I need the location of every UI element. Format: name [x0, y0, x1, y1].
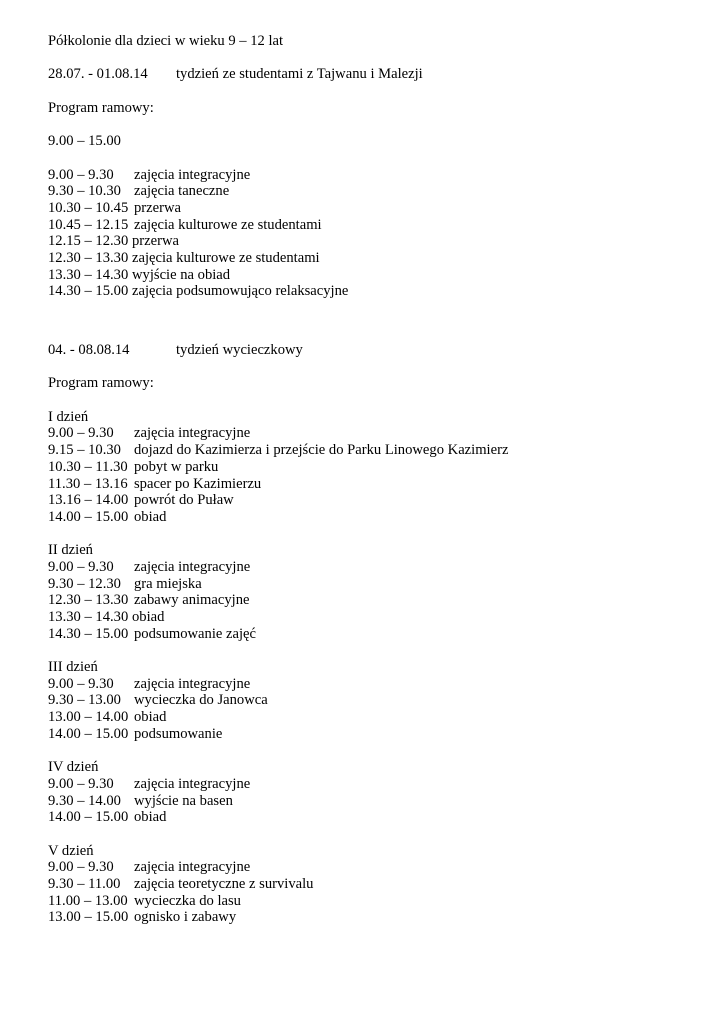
schedule-row [48, 425, 708, 442]
document-page [48, 33, 708, 926]
day-section [48, 843, 708, 926]
week1-hours: 9.00 – 15.00 [48, 133, 121, 150]
schedule-activity: zabawy animacyjne [134, 592, 250, 609]
schedule-row [48, 217, 708, 234]
schedule-time: 9.30 – 11.00 [48, 876, 121, 892]
day-label: IV dzień [48, 759, 99, 776]
schedule-time: 9.00 – 9.30 [48, 425, 114, 442]
schedule-activity: zajęcia teoretyczne z survivalu [134, 876, 314, 892]
schedule-row [48, 793, 708, 810]
day-section [48, 759, 708, 826]
week1-dates: 28.07. - 01.08.14 [48, 66, 148, 83]
schedule-row [48, 676, 708, 693]
schedule-row [48, 283, 708, 300]
schedule-time: 14.00 – 15.00 [48, 508, 129, 525]
schedule-activity: wyjście na obiad [132, 266, 231, 283]
schedule-row [48, 250, 708, 267]
week2-theme: tydzień wycieczkowy [176, 342, 303, 358]
schedule-row [48, 492, 708, 509]
schedule-time: 9.30 – 10.30 [48, 183, 121, 200]
schedule-row [48, 559, 708, 576]
schedule-row [48, 726, 708, 743]
schedule-time: 9.30 – 12.30 [48, 575, 121, 592]
week1-theme: tydzień ze studentami z Tajwanu i Malezji [176, 66, 423, 83]
schedule-time: 13.00 – 15.00 [48, 909, 129, 926]
schedule-time: 14.00 – 15.00 [48, 809, 129, 826]
schedule-activity: przerwa [134, 199, 181, 216]
schedule-row [48, 576, 708, 593]
schedule-activity: zajęcia integracyjne [134, 166, 251, 183]
day-label: I dzień [48, 408, 89, 425]
day-label: III dzień [48, 659, 98, 676]
schedule-time: 12.30 – 13.30 [48, 592, 129, 609]
schedule-time: 14.30 – 15.00 [48, 625, 129, 642]
schedule-row [48, 709, 708, 726]
schedule-time: 14.00 – 15.00 [48, 725, 129, 742]
schedule-activity: obiad [134, 508, 167, 525]
schedule-time: 13.16 – 14.00 [48, 492, 129, 509]
week1-schedule [48, 167, 708, 301]
schedule-time: 9.30 – 13.00 [48, 692, 121, 709]
schedule-time: 11.00 – 13.00 [48, 892, 128, 909]
schedule-row [48, 233, 708, 250]
schedule-activity: podsumowanie zajęć [134, 625, 256, 642]
schedule-row [48, 167, 708, 184]
schedule-time: 11.30 – 13.16 [48, 475, 128, 492]
document-title: Półkolonie dla dzieci w wieku 9 – 12 lat [48, 33, 284, 49]
schedule-row [48, 267, 708, 284]
schedule-activity: wyjście na basen [134, 792, 233, 809]
schedule-row [48, 476, 708, 493]
schedule-activity: zajęcia integracyjne [134, 775, 251, 792]
schedule-row [48, 893, 708, 910]
schedule-time: 13.00 – 14.00 [48, 709, 129, 726]
day-section [48, 659, 708, 742]
schedule-time: 10.30 – 10.45 [48, 199, 129, 216]
week2-dates: 04. - 08.08.14 [48, 342, 130, 358]
schedule-time: 9.15 – 10.30 [48, 442, 121, 459]
schedule-time: 13.30 – 14.30 [48, 266, 129, 283]
schedule-activity: obiad [134, 709, 167, 726]
schedule-activity: zajęcia taneczne [134, 183, 230, 200]
day-label: II dzień [48, 542, 93, 559]
week2-header [48, 342, 708, 359]
week1-program-label: Program ramowy: [48, 99, 154, 116]
schedule-time: 9.00 – 9.30 [48, 675, 114, 692]
schedule-row [48, 859, 708, 876]
schedule-row [48, 809, 708, 826]
schedule-activity: zajęcia integracyjne [134, 558, 251, 575]
schedule-activity: obiad [134, 809, 167, 826]
schedule-activity: wycieczka do lasu [134, 892, 241, 909]
schedule-activity: zajęcia podsumowująco relaksacyjne [132, 283, 349, 300]
schedule-activity: wycieczka do Janowca [134, 692, 268, 709]
schedule-row [48, 592, 708, 609]
schedule-activity: przerwa [132, 233, 179, 250]
schedule-time: 9.00 – 9.30 [48, 775, 114, 792]
schedule-row [48, 609, 708, 626]
schedule-time: 12.30 – 13.30 [48, 249, 129, 266]
schedule-row [48, 776, 708, 793]
schedule-time: 10.30 – 11.30 [48, 458, 128, 475]
schedule-row [48, 692, 708, 709]
schedule-row [48, 909, 708, 926]
schedule-row [48, 442, 708, 459]
schedule-row [48, 626, 708, 643]
schedule-time: 10.45 – 12.15 [48, 216, 129, 233]
schedule-time: 14.30 – 15.00 [48, 283, 129, 300]
schedule-activity: zajęcia kulturowe ze studentami [132, 249, 320, 266]
day-section [48, 409, 708, 526]
schedule-activity: powrót do Puław [134, 492, 234, 509]
schedule-activity: zajęcia kulturowe ze studentami [134, 216, 322, 233]
schedule-row [48, 459, 708, 476]
schedule-activity: zajęcia integracyjne [134, 425, 251, 442]
schedule-activity: podsumowanie [134, 725, 223, 742]
schedule-time: 9.00 – 9.30 [48, 558, 114, 575]
schedule-activity: spacer po Kazimierzu [134, 475, 262, 492]
schedule-activity: gra miejska [134, 575, 202, 592]
schedule-activity: zajęcia integracyjne [134, 675, 251, 692]
week1-header [48, 66, 708, 83]
schedule-activity: dojazd do Kazimierza i przejście do Parku Linowego Kazimierz [134, 442, 509, 459]
schedule-row [48, 876, 708, 893]
day-section [48, 542, 708, 642]
schedule-activity: ognisko i zabawy [134, 909, 237, 926]
schedule-row [48, 200, 708, 217]
schedule-activity: obiad [132, 609, 165, 625]
schedule-row [48, 183, 708, 200]
schedule-time: 9.30 – 14.00 [48, 792, 121, 809]
schedule-activity: zajęcia integracyjne [134, 859, 251, 876]
schedule-time: 12.15 – 12.30 [48, 233, 129, 250]
week2-program-label: Program ramowy: [48, 375, 154, 392]
day-label: V dzień [48, 842, 94, 859]
schedule-row [48, 509, 708, 526]
schedule-time: 13.30 – 14.30 [48, 609, 129, 625]
schedule-activity: pobyt w parku [134, 458, 219, 475]
schedule-time: 9.00 – 9.30 [48, 166, 114, 183]
schedule-time: 9.00 – 9.30 [48, 859, 114, 876]
